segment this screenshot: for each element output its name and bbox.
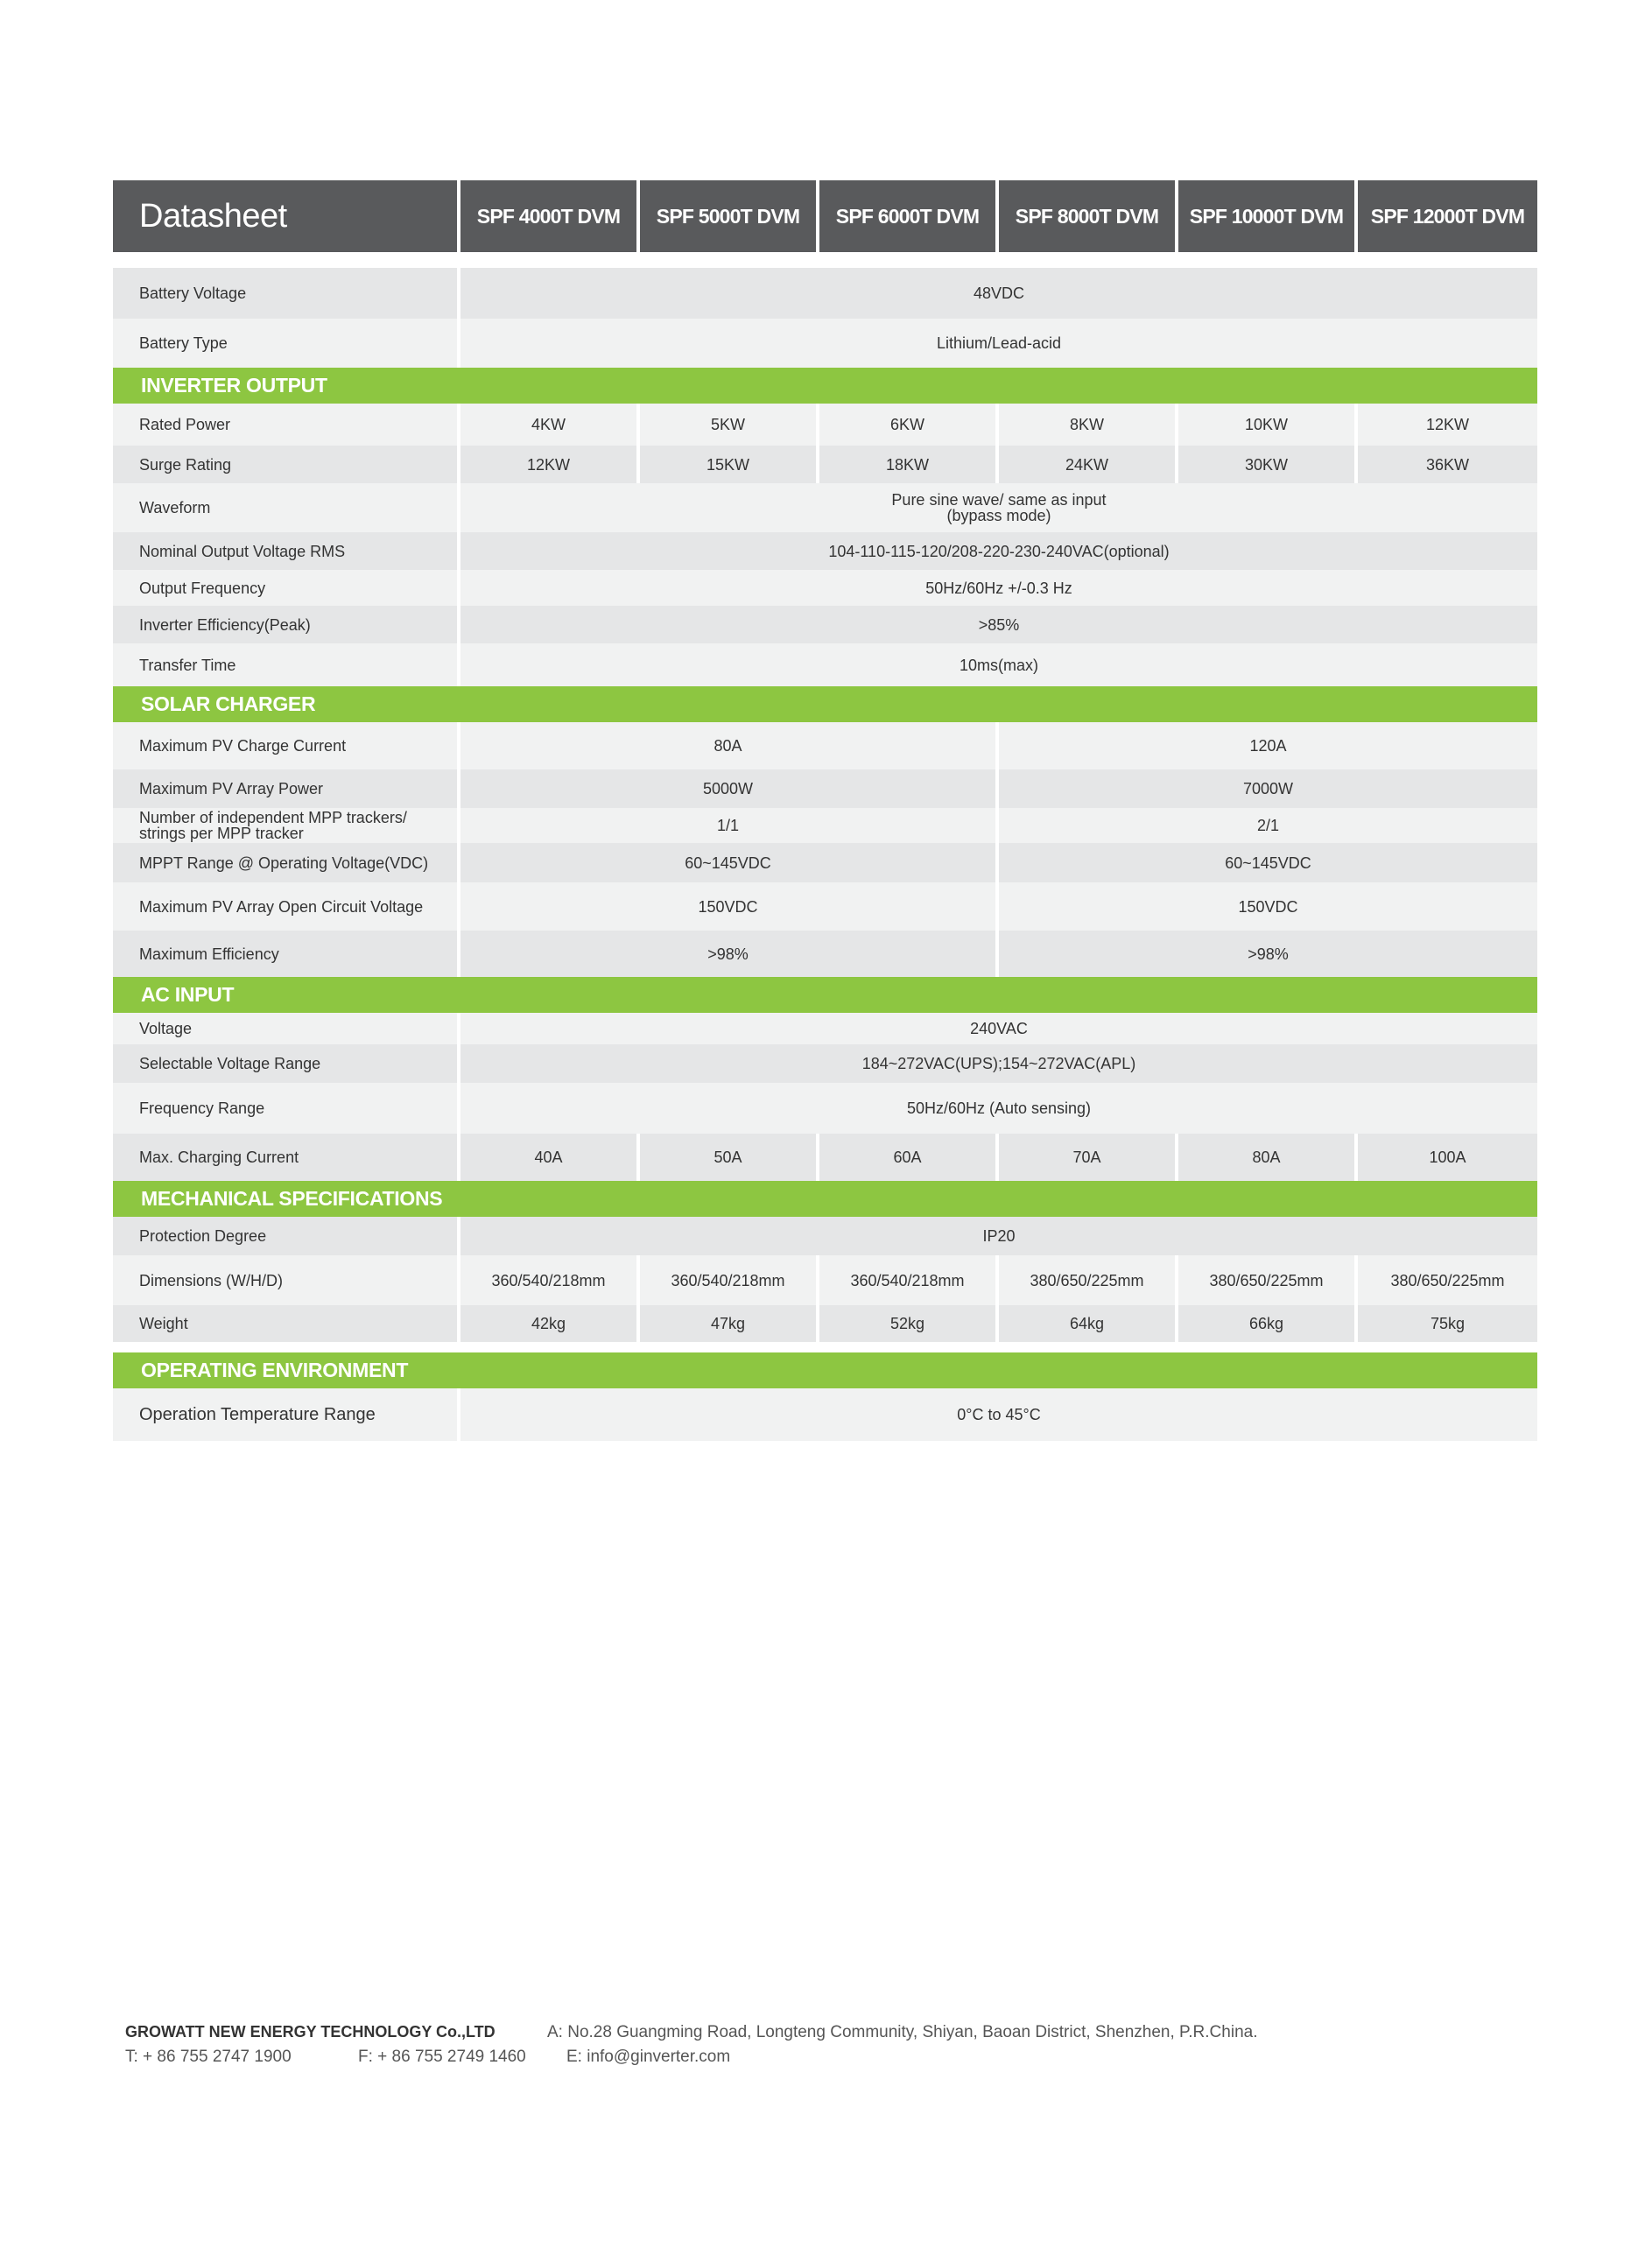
mpp-label-line-2: strings per MPP tracker	[139, 825, 304, 842]
row-label: Transfer Time	[113, 643, 460, 686]
row-value: 8KW	[999, 404, 1178, 446]
table-row	[113, 722, 1537, 769]
footer-line-2	[125, 2048, 1526, 2072]
table-row	[113, 1134, 1537, 1181]
section-solar-charger: SOLAR CHARGER	[113, 686, 1537, 722]
row-value: 66kg	[1178, 1305, 1358, 1342]
table-row	[113, 268, 1537, 319]
footer	[125, 2023, 1526, 2072]
row-value: >85%	[460, 606, 1537, 643]
row-value: 120A	[999, 722, 1537, 769]
row-value: 5KW	[640, 404, 819, 446]
spacer	[113, 1342, 1537, 1352]
page-title: Datasheet	[113, 180, 460, 252]
row-value: 360/540/218mm	[460, 1255, 640, 1305]
row-value: 60A	[819, 1134, 999, 1181]
table-row	[113, 1044, 1537, 1083]
row-label: Rated Power	[113, 404, 460, 446]
table-header	[113, 180, 1537, 252]
row-value: 30KW	[1178, 446, 1358, 483]
company-address: A: No.28 Guangming Road, Longteng Community, Shiyan, Baoan District, Shenzhen, P.R.China.	[547, 2023, 1258, 2041]
row-value: 360/540/218mm	[640, 1255, 819, 1305]
waveform-line-2: (bypass mode)	[946, 507, 1051, 524]
table-row	[113, 483, 1537, 532]
row-label	[113, 808, 460, 843]
row-value: 40A	[460, 1134, 640, 1181]
row-label: Nominal Output Voltage RMS	[113, 532, 460, 570]
table-row	[113, 404, 1537, 446]
row-value: 184~272VAC(UPS);154~272VAC(APL)	[460, 1044, 1537, 1083]
row-label: Output Frequency	[113, 570, 460, 606]
table-row	[113, 882, 1537, 931]
mpp-label-line-1: Number of independent MPP trackers/	[139, 809, 407, 826]
table-row	[113, 570, 1537, 606]
table-row	[113, 1217, 1537, 1255]
fax-number: F: + 86 755 2749 1460	[358, 2048, 526, 2066]
row-value: 240VAC	[460, 1013, 1537, 1044]
model-header-4: SPF 8000T DVM	[999, 180, 1178, 252]
company-name: GROWATT NEW ENERGY TECHNOLOGY Co.,LTD	[125, 2023, 496, 2041]
row-value: 10KW	[1178, 404, 1358, 446]
row-value: 360/540/218mm	[819, 1255, 999, 1305]
footer-line-1	[125, 2023, 1526, 2048]
row-value: 5000W	[460, 769, 999, 808]
row-value: 50Hz/60Hz (Auto sensing)	[460, 1083, 1537, 1134]
row-value: 12KW	[460, 446, 640, 483]
row-label: Battery Type	[113, 319, 460, 368]
row-value: 42kg	[460, 1305, 640, 1342]
row-value: 4KW	[460, 404, 640, 446]
model-header-2: SPF 5000T DVM	[640, 180, 819, 252]
section-ac-input: AC INPUT	[113, 977, 1537, 1013]
row-value: 2/1	[999, 808, 1537, 843]
row-value: 380/650/225mm	[999, 1255, 1178, 1305]
row-label: Weight	[113, 1305, 460, 1342]
row-value: 70A	[999, 1134, 1178, 1181]
row-value: 6KW	[819, 404, 999, 446]
row-value: 60~145VDC	[999, 843, 1537, 882]
row-label: Surge Rating	[113, 446, 460, 483]
row-value: 15KW	[640, 446, 819, 483]
table-row	[113, 446, 1537, 483]
table-row	[113, 1013, 1537, 1044]
row-value: Lithium/Lead-acid	[460, 319, 1537, 368]
row-value: 18KW	[819, 446, 999, 483]
row-value: 47kg	[640, 1305, 819, 1342]
row-value: 1/1	[460, 808, 999, 843]
row-value: 150VDC	[460, 882, 999, 931]
row-value: 380/650/225mm	[1358, 1255, 1537, 1305]
table-row	[113, 319, 1537, 368]
row-label: Frequency Range	[113, 1083, 460, 1134]
datasheet-table	[113, 180, 1537, 1441]
row-value: IP20	[460, 1217, 1537, 1255]
row-label: Maximum PV Charge Current	[113, 722, 460, 769]
row-value: 380/650/225mm	[1178, 1255, 1358, 1305]
row-value: 12KW	[1358, 404, 1537, 446]
table-row	[113, 1305, 1537, 1342]
row-label: Selectable Voltage Range	[113, 1044, 460, 1083]
section-mechanical-specifications: MECHANICAL SPECIFICATIONS	[113, 1181, 1537, 1217]
section-operating-environment: OPERATING ENVIRONMENT	[113, 1352, 1537, 1388]
email-address: E: info@ginverter.com	[566, 2048, 731, 2066]
table-row	[113, 808, 1537, 843]
row-label: Maximum Efficiency	[113, 931, 460, 977]
model-header-5: SPF 10000T DVM	[1178, 180, 1358, 252]
row-value: 75kg	[1358, 1305, 1537, 1342]
row-value: 50A	[640, 1134, 819, 1181]
row-value	[460, 483, 1537, 532]
table-row	[113, 606, 1537, 643]
table-row	[113, 931, 1537, 977]
row-value: 52kg	[819, 1305, 999, 1342]
section-inverter-output: INVERTER OUTPUT	[113, 368, 1537, 404]
row-label: Voltage	[113, 1013, 460, 1044]
table-row	[113, 1388, 1537, 1441]
waveform-line-1: Pure sine wave/ same as input	[891, 491, 1107, 509]
row-value: >98%	[999, 931, 1537, 977]
row-value: 100A	[1358, 1134, 1537, 1181]
table-row	[113, 532, 1537, 570]
model-header-6: SPF 12000T DVM	[1358, 180, 1537, 252]
row-value: 64kg	[999, 1305, 1178, 1342]
row-label: Waveform	[113, 483, 460, 532]
row-value: 24KW	[999, 446, 1178, 483]
row-label: MPPT Range @ Operating Voltage(VDC)	[113, 843, 460, 882]
table-row	[113, 769, 1537, 808]
table-row	[113, 1255, 1537, 1305]
row-label: Maximum PV Array Power	[113, 769, 460, 808]
model-header-1: SPF 4000T DVM	[460, 180, 640, 252]
row-value: 80A	[460, 722, 999, 769]
row-value: 80A	[1178, 1134, 1358, 1181]
model-header-3: SPF 6000T DVM	[819, 180, 999, 252]
row-value: 104-110-115-120/208-220-230-240VAC(optional)	[460, 532, 1537, 570]
phone-number: T: + 86 755 2747 1900	[125, 2048, 292, 2066]
row-value: 50Hz/60Hz +/-0.3 Hz	[460, 570, 1537, 606]
row-value: 36KW	[1358, 446, 1537, 483]
row-label: Operation Temperature Range	[113, 1388, 460, 1441]
row-value: 10ms(max)	[460, 643, 1537, 686]
row-label: Maximum PV Array Open Circuit Voltage	[113, 882, 460, 931]
row-value: 7000W	[999, 769, 1537, 808]
row-value: 150VDC	[999, 882, 1537, 931]
row-value: 48VDC	[460, 268, 1537, 319]
row-value: 60~145VDC	[460, 843, 999, 882]
table-row	[113, 1083, 1537, 1134]
row-label: Max. Charging Current	[113, 1134, 460, 1181]
table-row	[113, 843, 1537, 882]
row-value: 0°C to 45°C	[460, 1388, 1537, 1441]
row-label: Inverter Efficiency(Peak)	[113, 606, 460, 643]
row-value: >98%	[460, 931, 999, 977]
row-label: Protection Degree	[113, 1217, 460, 1255]
table-row	[113, 643, 1537, 686]
row-label: Dimensions (W/H/D)	[113, 1255, 460, 1305]
row-label: Battery Voltage	[113, 268, 460, 319]
